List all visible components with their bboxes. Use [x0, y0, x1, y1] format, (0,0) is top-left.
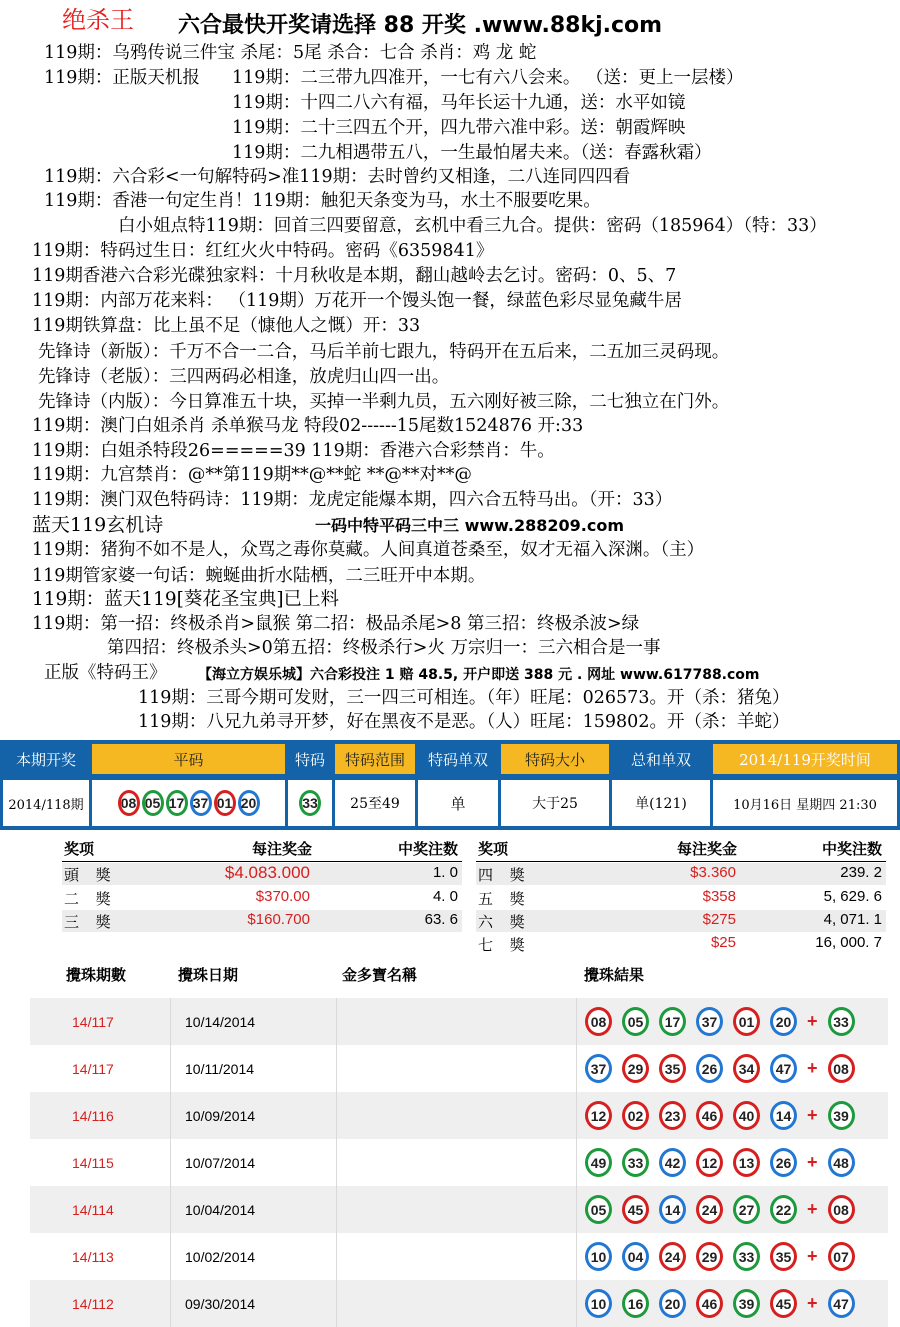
history-result: [576, 1092, 888, 1139]
history-date: 10/07/2014: [170, 1139, 336, 1186]
plus-sign: +: [807, 1105, 818, 1125]
history-date: 10/04/2014: [170, 1186, 336, 1233]
history-row: [30, 998, 888, 1045]
tip-line: 正版《特码王》: [44, 663, 167, 683]
prize-row: [476, 887, 886, 909]
result-ball: 33: [733, 1242, 760, 1271]
history-period: 14/117: [72, 1060, 114, 1077]
prize-row: [62, 910, 462, 932]
history-period: 14/113: [72, 1248, 114, 1265]
tip-line: 119期：第一招：终极杀肖>鼠猴 第二招：极品杀尾>8 第三招：终极杀波>绿: [32, 614, 640, 634]
tip-line: 119期：澳门白姐杀肖 杀单猴马龙 特段02------15尾数1524876 开:33: [32, 416, 584, 436]
result-ball: 14: [659, 1195, 686, 1224]
tip-line: 119期：八兄九弟寻开梦，好在黑夜不是恶。（人）旺尾：159802。开（杀：羊蛇）: [138, 712, 790, 732]
history-result: [576, 1233, 888, 1280]
tip-line: 119期：猪狗不如不是人，众骂之毒你莫藏。人间真道苍桑至，奴才无福入深渊。（主）: [32, 540, 705, 560]
prize-count: 4, 071. 1: [823, 911, 882, 928]
tip-line: 119期管家婆一句话：蜿蜒曲折水陆栖，二三旺开中本期。: [32, 566, 486, 586]
prize-row: [62, 863, 462, 885]
ball-4: 37: [190, 790, 212, 816]
tip-line: 119期：九宫禁肖：@**第119期**@**蛇 **@**对**@: [32, 465, 472, 485]
prize-name: 三 獎: [64, 913, 117, 931]
result-ball: 12: [696, 1148, 723, 1177]
history-result: [576, 1045, 888, 1092]
tip-line: 119期：香港一句定生肖！119期：触犯天条变为马，水土不服要吃果。: [44, 191, 601, 211]
prize-amount: $4.083.000: [224, 863, 310, 882]
result-ball: 23: [659, 1101, 686, 1130]
plus-sign: +: [807, 1011, 818, 1031]
special-size-value: 大于25: [501, 780, 609, 826]
history-date: 10/11/2014: [170, 1045, 336, 1092]
history-name: [336, 1045, 576, 1092]
header-special-size: 特码大小: [501, 744, 609, 774]
result-ball: 20: [770, 1007, 797, 1036]
special-range-value: 25至49: [335, 780, 415, 826]
tip-line: 119期：特码过生日：红红火火中特码。密码《6359841》: [32, 241, 494, 261]
history-period: 14/114: [30, 1186, 170, 1233]
history-row: [30, 1186, 888, 1233]
history-header-name: 金多寶名稱: [342, 966, 418, 984]
result-ball: 26: [696, 1054, 723, 1083]
result-ball: 05: [622, 1007, 649, 1036]
tip-line: 蓝天119玄机诗: [32, 514, 164, 536]
result-ball: 10: [585, 1242, 612, 1271]
draw-period: 2014/118期: [3, 780, 89, 826]
promo-line: 【海立方娱乐城】六合彩投注 1 赔 48.5, 开户即送 388 元 . 网址 www.617788.com: [198, 667, 760, 683]
prize-amount: $358: [702, 888, 736, 905]
prize-row: [476, 910, 886, 932]
header-regular-numbers: 平码: [92, 744, 285, 774]
result-ball: 29: [696, 1242, 723, 1271]
prize-count: 239. 2: [840, 864, 882, 881]
prize-name: 七 獎: [478, 936, 531, 954]
ball-1: 08: [118, 790, 140, 816]
history-row: [30, 1045, 888, 1092]
prize-row: [62, 887, 462, 909]
prize-header-count: 中奖注数: [821, 840, 882, 858]
result-ball: 39: [733, 1289, 760, 1318]
result-ball: 45: [770, 1289, 797, 1318]
tip-line: 先锋诗（内版）：今日算准五十块，买掉一半剩九员，五六刚好被三除，二七独立在门外。: [38, 392, 730, 412]
history-date: 09/30/2014: [170, 1280, 336, 1327]
prize-header-item: 奖项: [478, 840, 509, 858]
header-sum-odd-even: 总和单双: [612, 744, 710, 774]
result-ball: 37: [585, 1054, 612, 1083]
result-ball: 37: [696, 1007, 723, 1036]
result-ball: 35: [659, 1054, 686, 1083]
prize-row: [476, 933, 886, 955]
ball-6: 20: [238, 790, 260, 816]
divider: [476, 861, 886, 862]
tip-line: 119期：乌鸦传说三件宝 杀尾：5尾 杀合：七合 杀肖：鸡 龙 蛇: [44, 43, 537, 63]
tip-line: 119期：白姐杀特段26=====39 119期：香港六合彩禁肖：牛。: [32, 441, 555, 461]
history-result: [576, 1139, 888, 1186]
result-ball: 24: [696, 1195, 723, 1224]
header-current-draw: 本期开奖: [3, 744, 89, 774]
history-row: [30, 1092, 888, 1139]
plus-sign: +: [807, 1058, 818, 1078]
result-special-ball: 48: [828, 1148, 855, 1177]
tip-line: 第四招：终极杀头>0第五招：终极杀行>火 万宗归一：三六相合是一事: [107, 638, 661, 658]
result-ball: 40: [733, 1101, 760, 1130]
result-special-ball: 08: [828, 1054, 855, 1083]
result-ball: 13: [733, 1148, 760, 1177]
prize-name: 四 獎: [478, 866, 531, 884]
header-banner: 六合最快开奖请选择 88 开奖 .www.88kj.com: [178, 13, 663, 38]
history-result: [576, 1280, 888, 1327]
ball-2: 05: [142, 790, 164, 816]
header-special-odd-even: 特码单双: [418, 744, 498, 774]
result-ball: 05: [585, 1195, 612, 1224]
prize-count: 4. 0: [432, 888, 458, 905]
special-ball: 33: [299, 790, 321, 816]
result-ball: 26: [770, 1148, 797, 1177]
prize-amount: $370.00: [255, 888, 310, 905]
result-ball: 46: [696, 1101, 723, 1130]
history-name: [336, 1092, 576, 1139]
history-period: 14/112: [30, 1280, 170, 1327]
prize-name: 六 獎: [478, 913, 531, 931]
history-result: [576, 998, 888, 1045]
history-row: [30, 1233, 888, 1280]
prize-count: 16, 000. 7: [815, 934, 882, 951]
tip-line: 先锋诗（新版）：千万不合一二合，马后羊前七跟九，特码开在五后来，二五加三灵码现。: [38, 342, 730, 362]
result-ball: 49: [585, 1148, 612, 1177]
history-header-result: 攪珠結果: [584, 966, 645, 984]
result-special-ball: 47: [828, 1289, 855, 1318]
history-date: 10/09/2014: [170, 1092, 336, 1139]
tip-line: 119期：澳门双色特码诗：119期：龙虎定能爆本期，四六合五特马出。（开：33）: [32, 490, 673, 510]
prize-amount: $275: [702, 911, 736, 928]
tip-line: 119期：蓝天119[葵花圣宝典]已上料: [32, 589, 340, 610]
result-ball: 27: [733, 1195, 760, 1224]
tip-line: 119期：三哥今期可发财，三一四三可相连。（年）旺尾：026573。开（杀：猪兔）: [138, 688, 790, 708]
plus-sign: +: [807, 1246, 818, 1266]
header-special-number: 特码: [288, 744, 332, 774]
logo-text: 绝杀王: [62, 6, 134, 34]
regular-balls: [92, 780, 285, 826]
result-ball: 33: [622, 1148, 649, 1177]
draw-result-table: [0, 740, 900, 830]
tip-line: 119期：二九相遇带五八，一生最怕屠夫来。（送：春露秋霜）: [232, 143, 712, 163]
history-name: [336, 1139, 576, 1186]
history-period: 14/117: [30, 998, 170, 1045]
result-ball: 08: [585, 1007, 612, 1036]
history-row: [30, 1139, 888, 1186]
result-ball: 42: [659, 1148, 686, 1177]
tip-line: 先锋诗（老版）：三四两码必相逢，放虎归山四一出。: [38, 367, 450, 387]
header-next-draw-time: 2014/119开奖时间: [713, 744, 897, 774]
history-period: 14/115: [72, 1154, 114, 1171]
prize-count: 1. 0: [432, 864, 458, 881]
result-ball: 01: [733, 1007, 760, 1036]
result-special-ball: 07: [828, 1242, 855, 1271]
result-ball: 20: [659, 1289, 686, 1318]
result-ball: 10: [585, 1289, 612, 1318]
result-ball: 47: [770, 1054, 797, 1083]
history-name: [336, 1186, 576, 1233]
result-special-ball: 33: [828, 1007, 855, 1036]
prize-header-item: 奖项: [64, 840, 95, 858]
tip-line: 119期：二十三四五个开，四九带六准中彩。送：朝霞辉映: [232, 118, 686, 138]
prize-row: [476, 863, 886, 885]
result-ball: 46: [696, 1289, 723, 1318]
prize-name: 五 獎: [478, 890, 531, 908]
result-ball: 12: [585, 1101, 612, 1130]
prize-amount: $160.700: [247, 911, 310, 928]
result-ball: 17: [659, 1007, 686, 1036]
header-special-range: 特码范围: [335, 744, 415, 774]
prize-count: 5, 629. 6: [823, 888, 882, 905]
prize-amount: $25: [710, 934, 736, 951]
result-ball: 14: [770, 1101, 797, 1130]
result-special-ball: 39: [828, 1101, 855, 1130]
result-ball: 04: [622, 1242, 649, 1271]
result-ball: 29: [622, 1054, 649, 1083]
history-date: 10/02/2014: [170, 1233, 336, 1280]
special-ball-cell: [288, 780, 332, 826]
history-name: [336, 998, 576, 1045]
prize-header-amount: 每注奖金: [676, 840, 737, 858]
sum-odd-even-value: 单(121): [612, 780, 710, 826]
history-row: [30, 1280, 888, 1327]
result-special-ball: 08: [828, 1195, 855, 1224]
special-odd-even-value: 单: [418, 780, 498, 826]
ball-3: 17: [166, 790, 188, 816]
prize-header-amount: 每注奖金: [251, 840, 312, 858]
tip-line: 119期：六合彩<一句解特码>准119期：去时曾约又相逢，二八连同四四看: [44, 167, 631, 187]
tip-line: 119期铁算盘：比上虽不足（慷他人之慨）开：33: [32, 316, 421, 336]
result-ball: 22: [770, 1195, 797, 1224]
history-date: 10/14/2014: [170, 998, 336, 1045]
prize-name: 二 獎: [64, 890, 117, 908]
divider: [62, 861, 462, 862]
plus-sign: +: [807, 1293, 818, 1313]
result-ball: 35: [770, 1242, 797, 1271]
result-ball: 16: [622, 1289, 649, 1318]
result-ball: 24: [659, 1242, 686, 1271]
tip-line: 119期：十四二八六有福，马年长运十九通，送：水平如镜: [232, 93, 686, 113]
prize-count: 63. 6: [424, 911, 458, 928]
history-result: [576, 1186, 888, 1233]
tip-line: 白小姐点特119期：回首三四要留意，玄机中看三九合。提供：密码（185964）（特：33）: [118, 216, 827, 236]
tip-line: 119期：内部万花来料： （119期）万花开一个馒头饱一餐，绿蓝色彩尽显兔藏牛居: [32, 291, 682, 311]
prize-amount: $3.360: [690, 864, 736, 881]
plus-sign: +: [807, 1199, 818, 1219]
tip-line: 119期：二三带九四准开，一七有六八会来。 （送：更上一层楼）: [232, 68, 744, 88]
result-ball: 45: [622, 1195, 649, 1224]
promo-line: 一码中特平码三中三 www.288209.com: [315, 516, 624, 535]
history-header-period: 攪珠期數: [66, 966, 127, 984]
result-ball: 34: [733, 1054, 760, 1083]
history-name: [336, 1280, 576, 1327]
plus-sign: +: [807, 1152, 818, 1172]
history-period: 14/116: [30, 1092, 170, 1139]
tip-line: 119期：正版天机报: [44, 68, 200, 88]
next-draw-time-value: 10月16日 星期四 21:30: [713, 780, 897, 826]
ball-5: 01: [214, 790, 236, 816]
history-name: [336, 1233, 576, 1280]
result-ball: 02: [622, 1101, 649, 1130]
prize-name: 頭 獎: [64, 866, 117, 884]
tip-line: 119期香港六合彩光碟独家料：十月秋收是本期，翻山越岭去乞讨。密码：0、5、7: [32, 266, 677, 286]
prize-header-count: 中奖注数: [397, 840, 458, 858]
history-header-date: 攪珠日期: [178, 966, 239, 984]
